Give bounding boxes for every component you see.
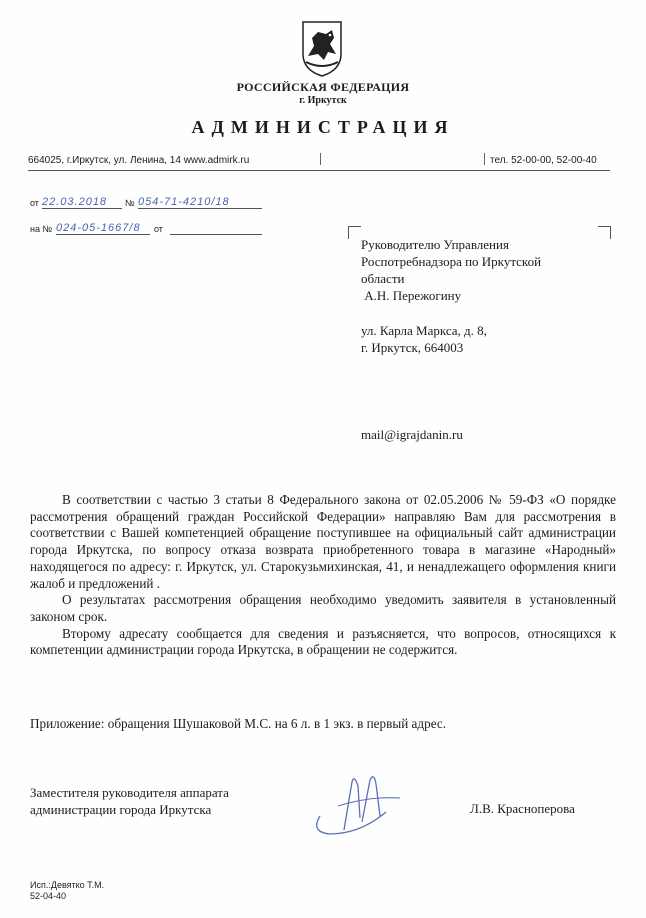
address-line: 664025, г.Иркутск, ул. Ленина, 14 www.admirk.ru xyxy=(28,155,250,166)
executor-info: Исп.:Девятко Т.М. 52-04-40 xyxy=(30,880,105,901)
paragraph-main: В соответствии с частью 3 статьи 8 Федерального закона от 02.05.2006 № 59-ФЗ «О порядке рассмотрения обращений граждан Российской Федерации» направляю Вам для рассмотрения в соответствии с Вашей компетенцией обращение поступившее на официальный сайт администрации города Иркутска, по вопросу отказа возврата приобретенного товара в магазине «Народный» находящегося по адресу: г. Иркутск, ул. Старокузьмихинская, 41, и ненадлежащего оформления книги жалоб и предложений . xyxy=(30,492,616,591)
recipient-line: Руководителю Управления xyxy=(361,237,509,252)
bracket-corner xyxy=(598,226,611,239)
city-name: г. Иркутск xyxy=(299,95,347,106)
bracket-corner xyxy=(348,226,361,239)
coat-of-arms-icon xyxy=(300,20,344,78)
divider-tick xyxy=(484,153,485,165)
organization-title: АДМИНИСТРАЦИЯ xyxy=(191,117,455,137)
recipient-block xyxy=(361,236,541,304)
recipient-line: области xyxy=(361,271,405,286)
signatory-name: Л.В. Красноперова xyxy=(470,801,575,816)
signatory-position: Заместителя руководителя аппарата администрации города Иркутска xyxy=(30,785,229,817)
paragraph-second-addressee: Второму адресату сообщается для сведения и разъясняется, что вопросов, относящихся к компетенции администрации города Иркутска, в обращении не содержится. xyxy=(30,625,616,658)
reference-number: 024-05-1667/8 xyxy=(56,222,141,234)
divider-tick xyxy=(320,153,321,165)
registration-line: от 22.03.2018 № 054-71-4210/18 xyxy=(30,196,270,210)
recipient-line: Роспотребнадзора по Иркутской xyxy=(361,254,542,269)
header-rule xyxy=(28,170,610,171)
registration-number: 054-71-4210/18 xyxy=(138,196,230,208)
registration-date: 22.03.2018 xyxy=(42,196,108,208)
recipient-email: mail@igrajdanin.ru xyxy=(361,427,463,442)
recipient-name: А.Н. Пережогину xyxy=(361,288,462,303)
paragraph-result: О результатах рассмотрения обращения необходимо уведомить заявителя в установленный законом срок. xyxy=(30,592,616,624)
country-name: РОССИЙСКАЯ ФЕДЕРАЦИЯ xyxy=(236,80,410,94)
attachment-line: Приложение: обращения Шушаковой М.С. на 6 л. в 1 экз. в первый адрес. xyxy=(30,716,447,731)
phone-line: тел. 52-00-00, 52-00-40 xyxy=(490,155,597,166)
letter-body xyxy=(30,492,616,659)
signature-icon xyxy=(300,772,410,844)
reference-line: на № 024-05-1667/8 от xyxy=(30,222,270,236)
recipient-address: ул. Карла Маркса, д. 8, г. Иркутск, 664003 xyxy=(361,323,487,355)
